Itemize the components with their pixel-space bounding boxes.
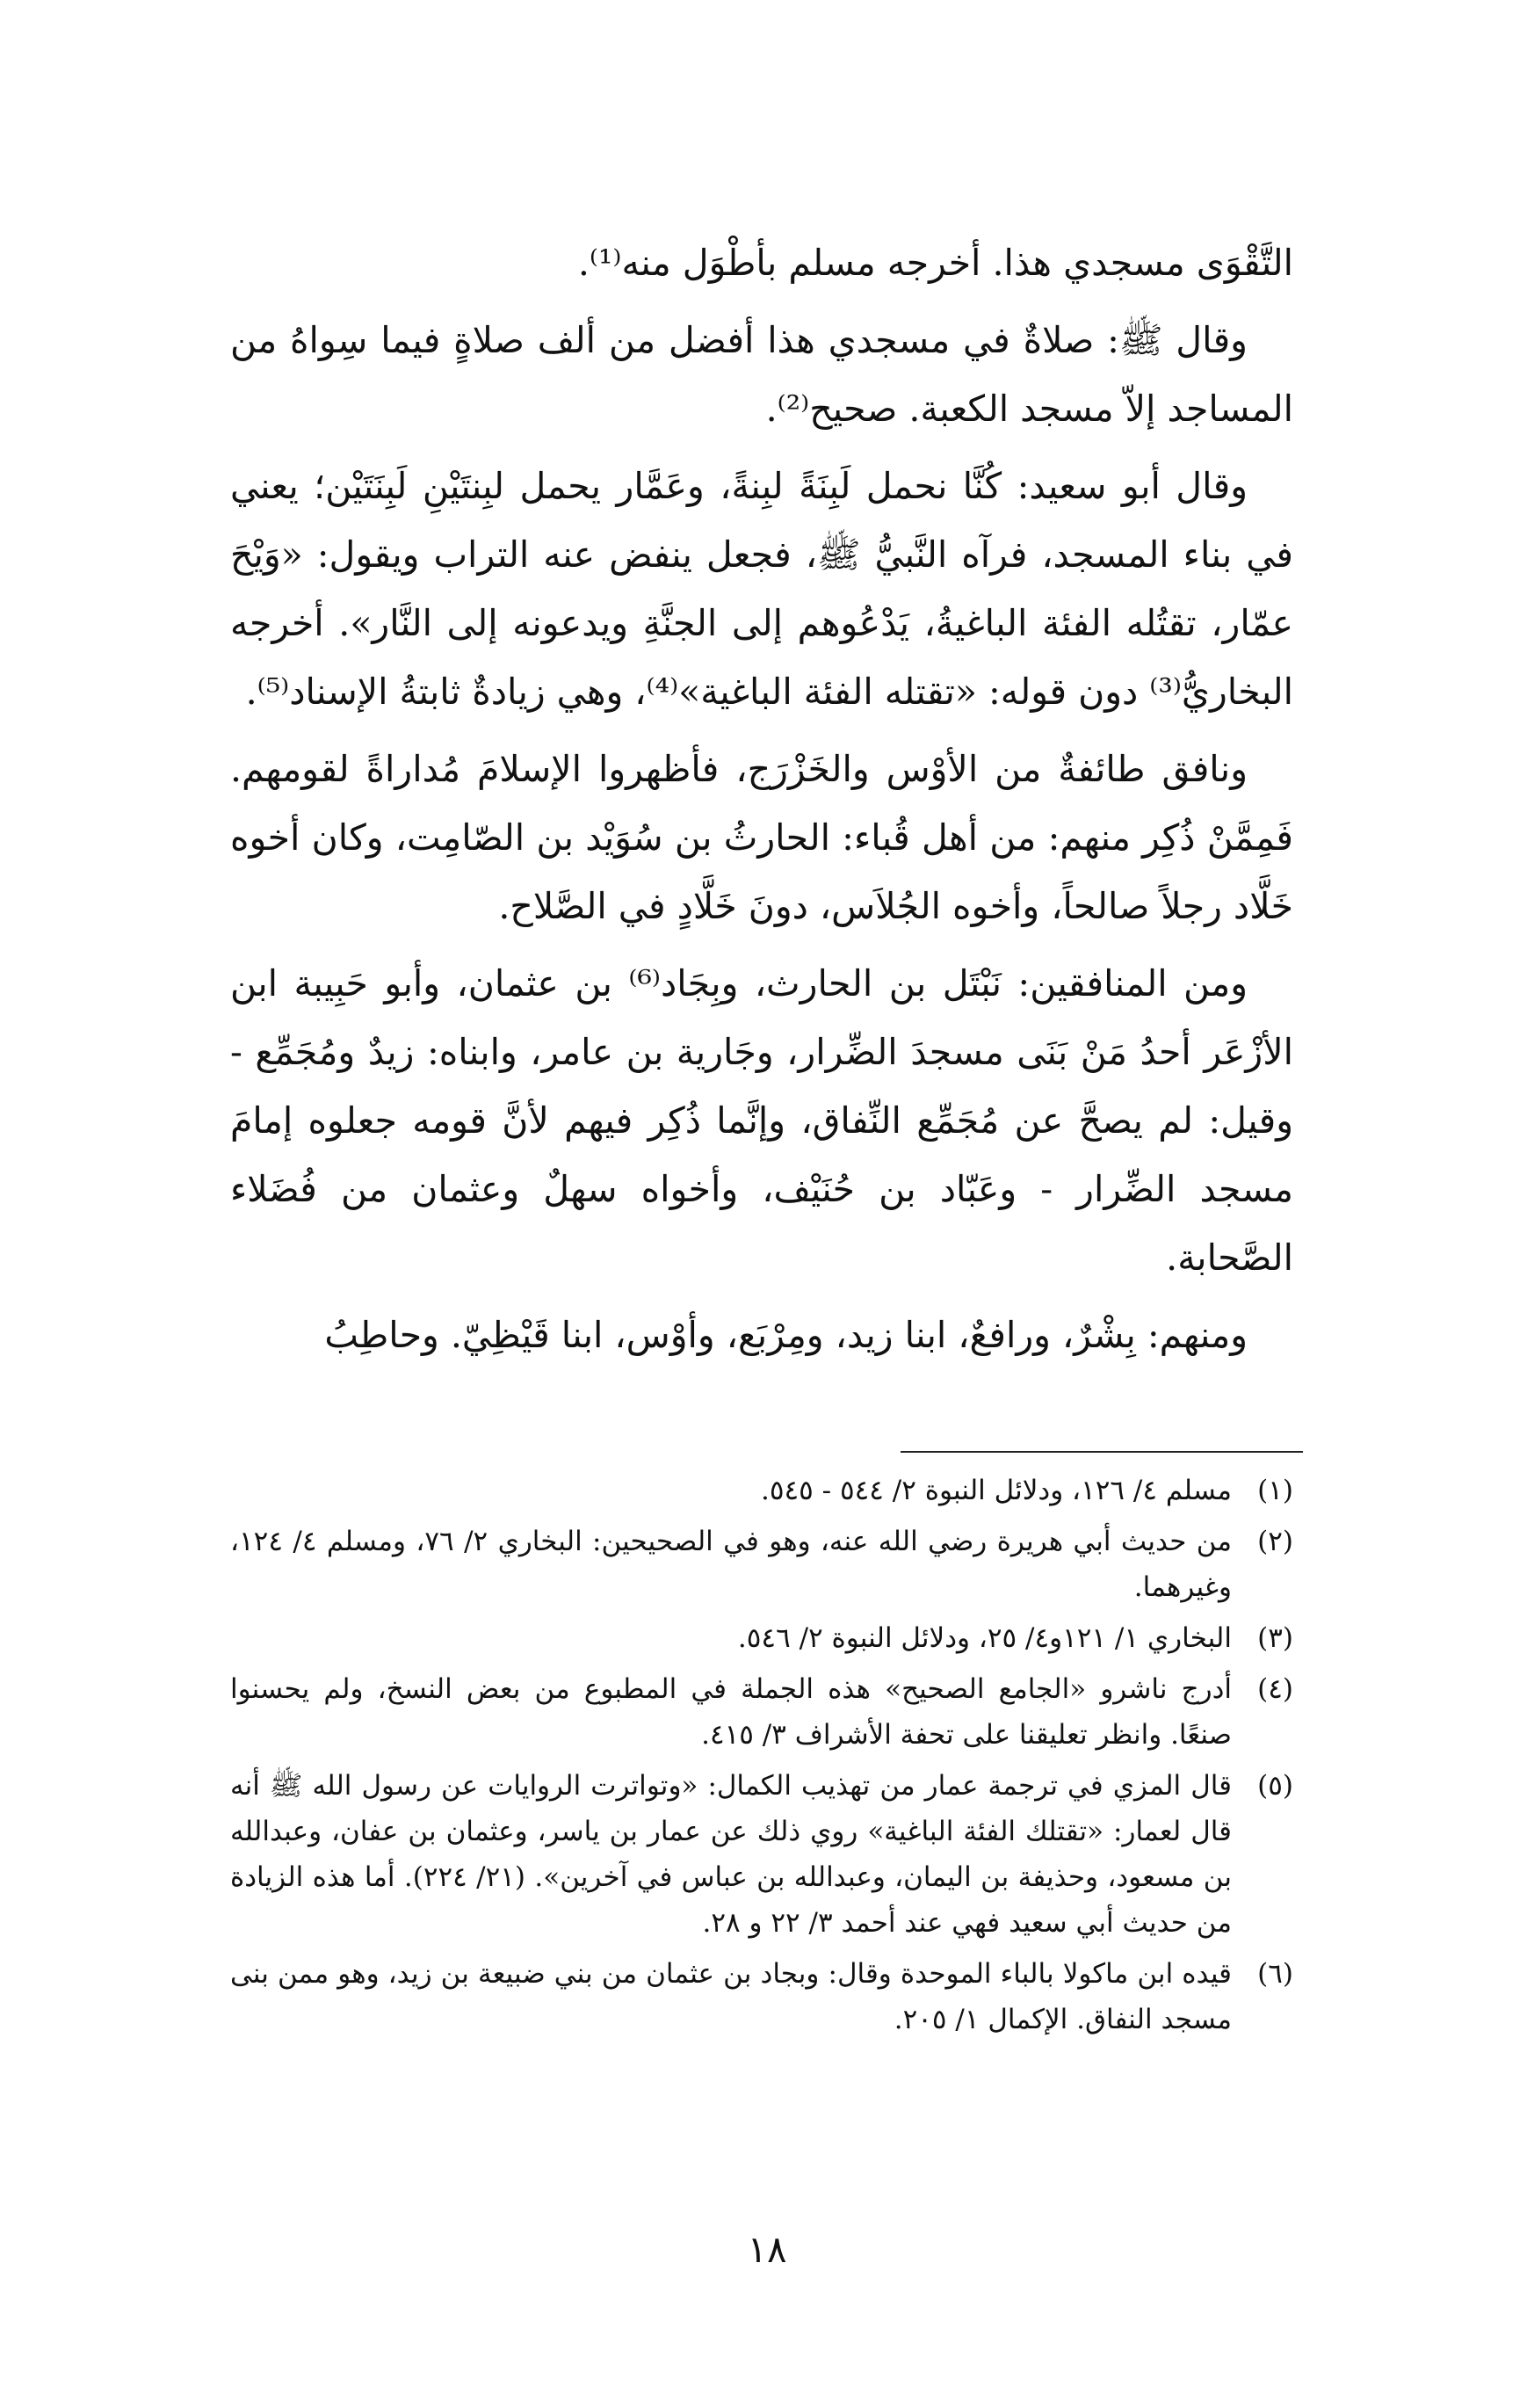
footnote-number: (٥) [1257, 1770, 1293, 1802]
footnote-text: مسلم ٤/ ١٢٦، ودلائل النبوة ٢/ ٥٤٤ - ٥٤٥. [760, 1475, 1232, 1506]
footnote-text: أدرج ناشرو «الجامع الصحيح» هذه الجملة في المطبوع من بعض النسخ، ولم يحسنوا صنعًا. وانظر تعليقنا على تحفة الأشراف ٣/ ٤١٥. [230, 1673, 1232, 1751]
paragraph-6: ومنهم: بِشْرٌ، ورافعٌ، ابنا زيد، ومِرْبَع، وأوْس، ابنا قَيْظِيّ. وحاطِبُ [324, 1314, 1248, 1356]
footnote-4 [230, 1666, 1293, 1758]
footnote-3 [230, 1615, 1293, 1661]
footnotes [230, 1468, 1293, 2048]
footnote-text: قيده ابن ماكولا بالباء الموحدة وقال: وبجاد بن عثمان من بني ضبيعة بن زيد، وهو ممن بنى مسجد النفاق. الإكمال ١/ ٢٠٥. [230, 1958, 1232, 2035]
paragraph-5: ومن المنافقين: نَبْتَل بن الحارث، وبِجَاد⁽⁶⁾ بن عثمان، وأبو حَبِيبة ابن الأزْعَر أحدُ مَنْ بَنَى مسجدَ الضِّرار، وجَارية بن عامر، وابناه: زيدٌ ومُجَمِّع - وقيل: لم يصحَّ عن مُجَمِّع النِّفاق، وإنَّما ذُكِر فيهم لأنَّ قومه جعلوه إمامَ مسجد الضِّرار - وعَبّاد بن حُنَيْف، وأخواه سهلٌ وعثمان من فُضَلاء الصَّحابة. [230, 962, 1293, 1279]
footnote-number: (٢) [1257, 1526, 1293, 1557]
footnote-number: (٤) [1257, 1673, 1293, 1705]
paragraph-1: التَّقْوَى مسجدي هذا. أخرجه مسلم بأطْوَل منه⁽¹⁾. [577, 242, 1293, 284]
footnote-text: من حديث أبي هريرة رضي الله عنه، وهو في الصحيحين: البخاري ٢/ ٧٦، ومسلم ٤/ ١٢٤، وغيرهما. [230, 1526, 1232, 1603]
paragraph-3: وقال أبو سعيد: كُنَّا نحمل لَبِنَةً لبِنةً، وعَمَّار يحمل لبِنتَيْنِ لَبِنَتَيْن؛ يعني في بناء المسجد، فرآه النَّبيُّ ﷺ، فجعل ينفض عنه التراب ويقول: «وَيْحَ عمّار، تقتُله الفئة الباغيةُ، يَدْعُوهم إلى الجنَّةِ ويدعونه إلى النَّار». أخرجه البخاريُّ⁽³⁾ دون قوله: «تقتله الفئة الباغية»⁽⁴⁾، وهي زيادةٌ ثابتةُ الإسناد⁽⁵⁾. [230, 465, 1293, 713]
footnote-number: (٣) [1257, 1622, 1293, 1654]
page-number: ١٨ [747, 2228, 787, 2271]
footnote-6 [230, 1951, 1293, 2042]
main-text [230, 228, 1293, 1378]
footnote-1 [230, 1468, 1293, 1513]
footnote-separator [901, 1451, 1303, 1453]
paragraph-4: ونافق طائفةٌ من الأوْس والخَزْرَج، فأظهروا الإسلامَ مُداراةً لقومهم. فَمِمَّنْ ذُكِر منهم: من أهل قُباء: الحارثُ بن سُوَيْد بن الصّامِت، وكان أخوه خَلَّاد رجلاً صالحاً، وأخوه الجُلاَس، دونَ خَلَّادٍ في الصَّلاح. [230, 748, 1293, 927]
paragraph-2: وقال ﷺ: صلاةٌ في مسجدي هذا أفضل من ألف صلاةٍ فيما سِواهُ من المساجد إلاّ مسجد الكعبة. صحيح⁽²⁾. [230, 319, 1293, 430]
footnote-text: البخاري ١/ ١٢١و٤/ ٢٥، ودلائل النبوة ٢/ ٥٤٦. [737, 1622, 1232, 1654]
footnote-number: (٦) [1257, 1958, 1293, 1990]
footnote-2 [230, 1519, 1293, 1610]
footnote-5 [230, 1763, 1293, 1946]
footnote-text: قال المزي في ترجمة عمار من تهذيب الكمال: «وتواترت الروايات عن رسول الله ﷺ أنه قال لعمار: «تقتلك الفئة الباغية» روي ذلك عن عمار بن ياسر، وعثمان بن عفان، وعبدالله بن مسعود، وحذيفة بن اليمان، وعبدالله بن عباس في آخرين». (٢١/ ٢٢٤). أما هذه الزيادة من حديث أبي سعيد فهي عند أحمد ٣/ ٢٢ و ٢٨. [230, 1770, 1232, 1939]
footnote-number: (١) [1257, 1475, 1293, 1506]
